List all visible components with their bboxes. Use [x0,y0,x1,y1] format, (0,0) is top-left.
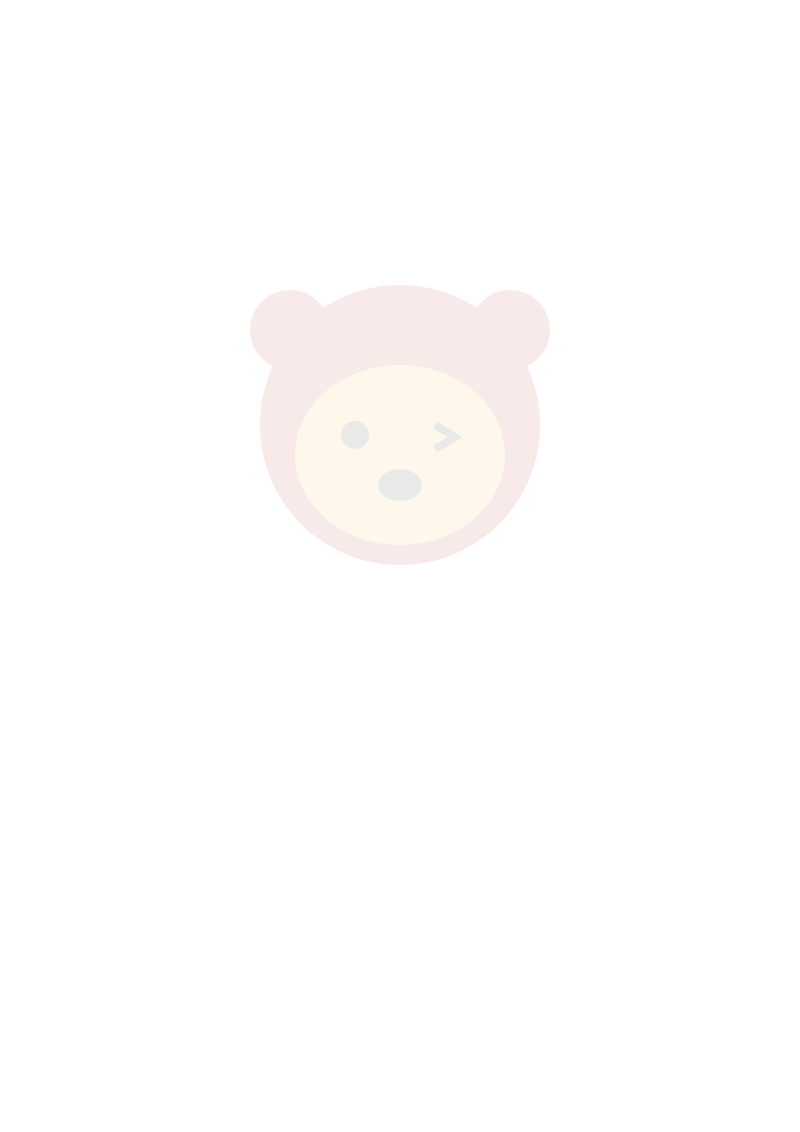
bear-mascot-watermark [230,250,570,590]
document-body [60,82,748,92]
